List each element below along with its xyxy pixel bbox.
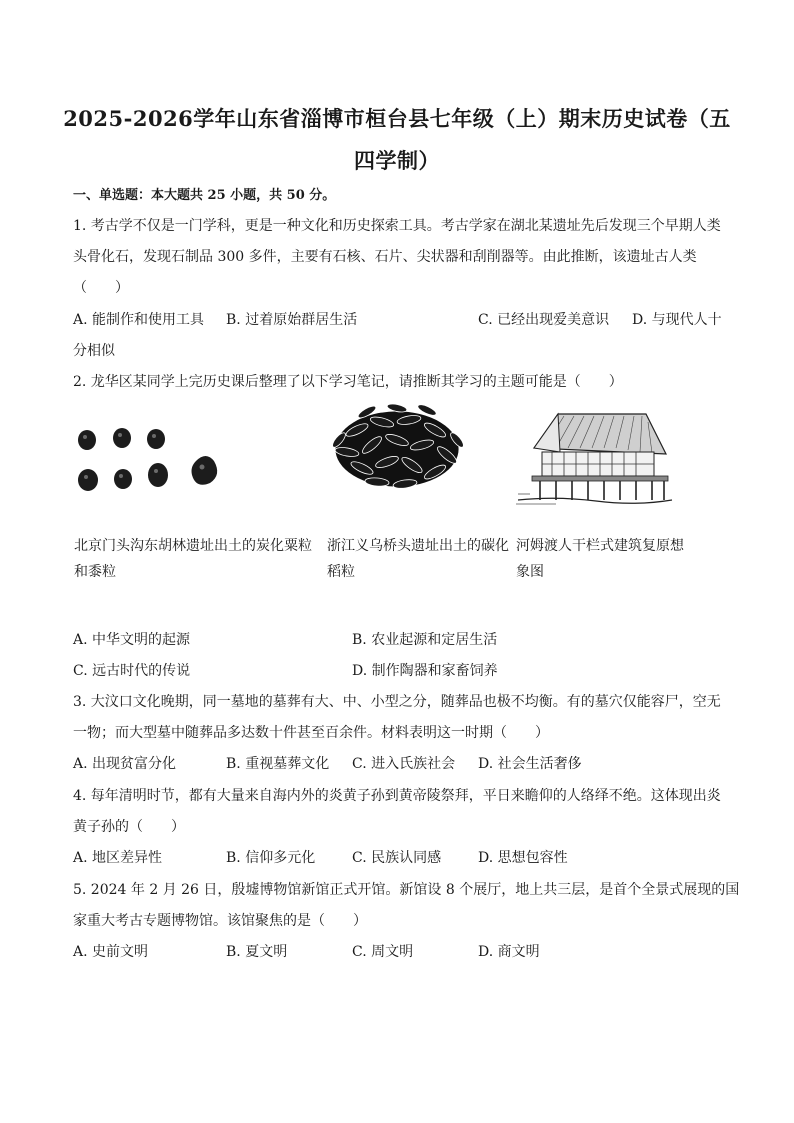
exam-title-line-2: 四学制）: [354, 148, 440, 173]
q5-option-d[interactable]: D. 商文明: [478, 944, 540, 960]
q3-option-c[interactable]: C. 进入氏族社会: [352, 756, 456, 772]
q1-stem-line-3: （ ）: [73, 280, 129, 296]
q5-option-a[interactable]: A. 史前文明: [73, 944, 149, 960]
q3-option-a[interactable]: A. 出现贫富分化: [73, 756, 177, 772]
q4-option-d[interactable]: D. 思想包容性: [478, 850, 568, 866]
q3-stem-line-2: 一物；而大型墓中随葬品多达数十件甚至百余件。材料表明这一时期（ ）: [73, 725, 549, 741]
q5-option-c[interactable]: C. 周文明: [352, 944, 414, 960]
q2-option-b[interactable]: B. 农业起源和定居生活: [352, 632, 498, 648]
q5-stem-line-2: 家重大考古专题博物馆。该馆聚焦的是（ ）: [73, 913, 367, 929]
q5-stem-line-1: 5. 2024 年 2 月 26 日，殷墟博物馆新馆正式开馆。新馆设 8 个展厅，地上共三层，是首个全景式展现的国: [73, 882, 740, 898]
q3-option-d[interactable]: D. 社会生活奢侈: [478, 756, 582, 772]
section-heading: 一、单选题：本大题共 25 小题，共 50 分。: [73, 188, 336, 203]
q5-option-b[interactable]: B. 夏文明: [226, 944, 288, 960]
figure-1-caption-line-1: 北京门头沟东胡林遗址出土的炭化粟粒: [74, 538, 312, 554]
q1-stem-line-1: 1. 考古学不仅是一门学科，更是一种文化和历史探索工具。考古学家在湖北某遗址先后发现三个早期人类: [73, 218, 721, 234]
figure-3-caption: [516, 533, 696, 585]
q4-stem-line-2: 黄子孙的（ ）: [73, 819, 185, 835]
q2-option-c[interactable]: C. 远古时代的传说: [73, 663, 191, 679]
figure-1-caption: [74, 533, 314, 585]
q1-option-a[interactable]: A. 能制作和使用工具: [73, 312, 205, 328]
figure-2-caption: [327, 533, 517, 585]
q3-option-b[interactable]: B. 重视墓葬文化: [226, 756, 330, 772]
q4-option-a[interactable]: A. 地区差异性: [73, 850, 163, 866]
q4-option-c[interactable]: C. 民族认同感: [352, 850, 442, 866]
q2-option-d[interactable]: D. 制作陶器和家畜饲养: [352, 663, 498, 679]
q2-option-a[interactable]: A. 中华文明的起源: [73, 632, 191, 648]
exam-title-line-1: 2025-2026学年山东省淄博市桓台县七年级（上）期末历史试卷（五: [63, 106, 731, 131]
q3-stem-line-1: 3. 大汶口文化晚期，同一墓地的墓葬有大、中、小型之分，随葬品也极不均衡。有的墓穴仅能容尸，空无: [73, 694, 721, 710]
q1-option-c[interactable]: C. 已经出现爱美意识: [478, 312, 610, 328]
carbonized-rice-image: [327, 400, 467, 498]
q4-stem-line-1: 4. 每年清明时节，都有大量来自海内外的炎黄子孙到黄帝陵祭拜，平日来瞻仰的人络绎不绝。这体现出炎: [73, 788, 721, 804]
figure-1-caption-line-2: 和黍粒: [74, 564, 116, 580]
figure-2-caption-line-2: 稻粒: [327, 564, 355, 580]
figure-3-caption-line-1: 河姆渡人干栏式建筑复原想: [516, 538, 684, 554]
q1-stem-line-2: 头骨化石，发现石制品 300 多件，主要有石核、石片、尖状器和刮削器等。由此推断，该遗址古人类: [73, 249, 697, 265]
figure-2-caption-line-1: 浙江义乌桥头遗址出土的碳化: [327, 538, 509, 554]
q1-option-d-wrap: 分相似: [73, 343, 115, 359]
q1-option-d[interactable]: D. 与现代人十: [632, 312, 722, 328]
stilt-house-image: [516, 408, 674, 506]
q2-stem-line-1: 2. 龙华区某同学上完历史课后整理了以下学习笔记，请推断其学习的主题可能是（ ）: [73, 374, 623, 390]
figure-3-caption-line-2: 象图: [516, 564, 544, 580]
exam-title: [60, 98, 734, 182]
carbonized-millet-image: [74, 425, 234, 495]
q1-option-b[interactable]: B. 过着原始群居生活: [226, 312, 358, 328]
q4-option-b[interactable]: B. 信仰多元化: [226, 850, 316, 866]
